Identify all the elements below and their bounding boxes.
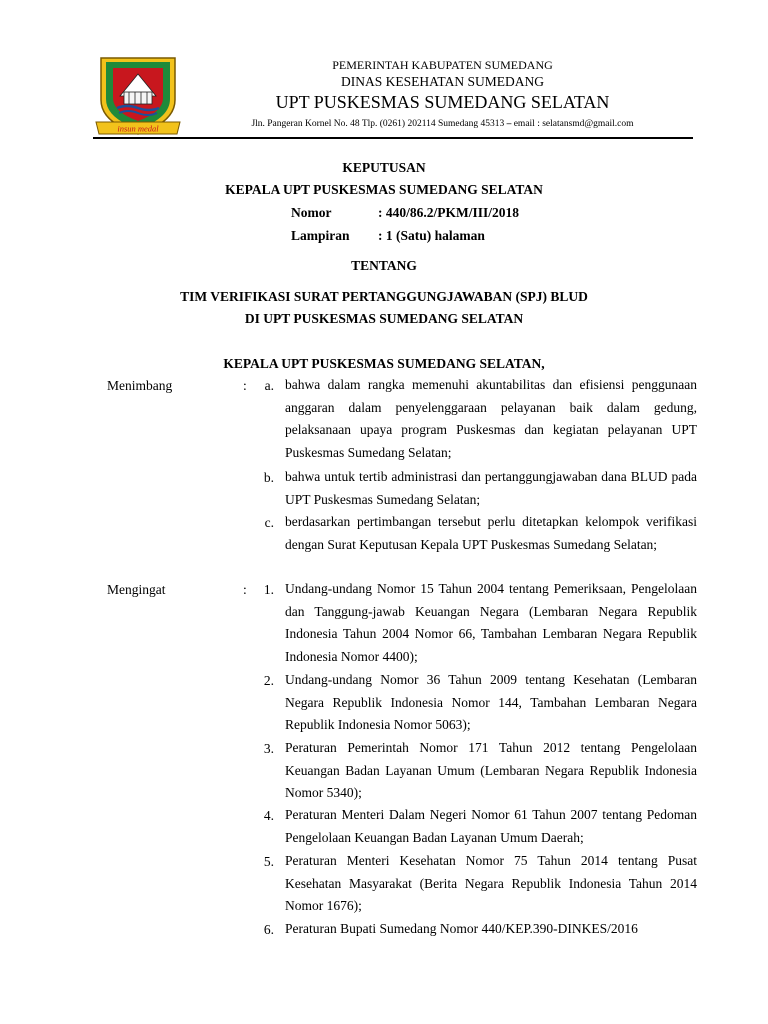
decree-opening: KEPALA UPT PUSKESMAS SUMEDANG SELATAN,	[223, 356, 545, 371]
logo-ribbon-text: insun medal	[117, 123, 159, 134]
letterhead-institution: UPT PUSKESMAS SUMEDANG SELATAN	[275, 92, 610, 112]
mengingat-item-5: Peraturan Menteri Kesehatan Nomor 75 Tahun 2014 tentang Pusat Kesehatan Masyarakat (Berita Negara Republik Indonesia Tahun 2014 Nomor 1676);	[285, 853, 697, 913]
address-email: email : selatansmd@gmail.com	[511, 119, 634, 129]
letterhead-divider	[93, 137, 693, 139]
menimbang-item-b: bahwa untuk tertib administrasi dan pertanggungjawaban dana BLUD pada UPT Puskesmas Sumedang Selatan;	[285, 469, 697, 507]
letterhead-address	[195, 118, 690, 130]
mengingat-marker-4: 4.	[263, 808, 274, 823]
menimbang-marker-a: a.	[264, 378, 274, 393]
decree-subject-line1: TIM VERIFIKASI SURAT PERTANGGUNGJAWABAN (SPJ) BLUD	[180, 289, 588, 304]
menimbang-colon: :	[243, 378, 247, 393]
mengingat-item-3: Peraturan Pemerintah Nomor 171 Tahun 2012 tentang Pengelolaan Keuangan Badan Layanan Umum (Lembaran Negara Republik Indonesia Nomor 5340);	[285, 740, 697, 800]
nomor-value: : 440/86.2/PKM/III/2018	[378, 205, 519, 220]
address-text: Jln. Pangeran Kornel No. 48 Tlp. (0261) 202114 Sumedang 45313	[251, 119, 507, 129]
mengingat-item-2: Undang-undang Nomor 36 Tahun 2009 tentang Kesehatan (Lembaran Negara Republik Indonesia Nomor 144, Tambahan Lembaran Negara Republik Indonesia Nomor 5063);	[285, 672, 697, 732]
decree-heading: KEPUTUSAN	[342, 160, 426, 175]
menimbang-marker-b: b.	[263, 470, 274, 485]
mengingat-label: Mengingat	[107, 582, 166, 597]
mengingat-marker-2: 2.	[263, 673, 274, 688]
mengingat-marker-3: 3.	[263, 741, 274, 756]
decree-number	[291, 205, 519, 221]
decree-subject-line2: DI UPT PUSKESMAS SUMEDANG SELATAN	[244, 311, 524, 326]
mengingat-colon: :	[243, 582, 247, 597]
menimbang-label: Menimbang	[107, 378, 173, 393]
mengingat-item-4: Peraturan Menteri Dalam Negeri Nomor 61 Tahun 2007 tentang Pedoman Pengelolaan Keuangan Badan Layanan Umum Daerah;	[285, 807, 697, 845]
mengingat-marker-6: 6.	[263, 922, 274, 937]
letterhead-government: PEMERINTAH KABUPATEN SUMEDANG	[332, 58, 553, 72]
mengingat-item-1: Undang-undang Nomor 15 Tahun 2004 tentang Pemeriksaan, Pengelolaan dan Tanggung-jawab Keuangan Negara (Lembaran Negara Republik Indonesia Tahun 2004 Nomor 66, Tambahan Lembaran Negara Republik Indonesia Nomor 4400);	[285, 581, 697, 664]
menimbang-item-c: berdasarkan pertimbangan tersebut perlu ditetapkan kelompok verifikasi dengan Surat Keputusan Kepala UPT Puskesmas Sumedang Selatan;	[285, 514, 697, 552]
nomor-label: Nomor	[291, 205, 332, 220]
sumedang-regency-logo	[93, 52, 183, 142]
mengingat-item-6: Peraturan Bupati Sumedang Nomor 440/KEP.390-DINKES/2016	[285, 921, 638, 936]
menimbang-marker-c: c.	[264, 515, 274, 530]
address-separator: –	[506, 119, 512, 129]
mengingat-marker-5: 5.	[263, 854, 274, 869]
decree-tentang: TENTANG	[351, 258, 417, 273]
lampiran-label: Lampiran	[291, 228, 350, 243]
decree-authority: KEPALA UPT PUSKESMAS SUMEDANG SELATAN	[225, 182, 543, 197]
mengingat-marker-1: 1.	[263, 582, 274, 597]
lampiran-value: : 1 (Satu) halaman	[378, 228, 485, 243]
letterhead	[195, 58, 690, 130]
decree-attachment	[291, 228, 485, 244]
menimbang-item-a: bahwa dalam rangka memenuhi akuntabilitas dan efisiensi penggunaan anggaran dalam penyelenggaraan pelayanan baik dalam gedung, pelaksanaan upaya program Puskesmas dan kegiatan pelayanan UPT Puskesmas Sumedang Selatan;	[285, 377, 697, 460]
letterhead-department: DINAS KESEHATAN SUMEDANG	[341, 74, 544, 89]
